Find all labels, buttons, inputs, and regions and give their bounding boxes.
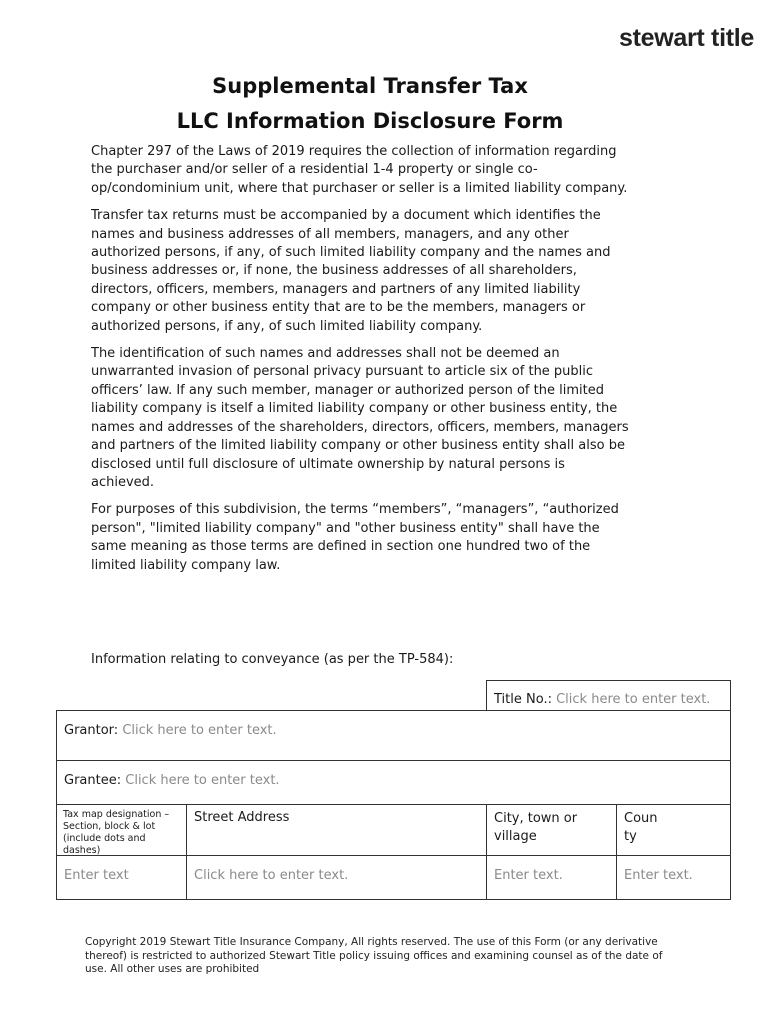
conveyance-info-label: Information relating to conveyance (as per the TP-584): xyxy=(91,652,454,667)
city-header: City, town or village xyxy=(486,804,617,856)
county-input[interactable]: Enter text. xyxy=(616,855,731,900)
grantor-label: Grantor: xyxy=(64,723,119,738)
copyright-footer: Copyright 2019 Stewart Title Insurance Company, All rights reserved. The use of this Form (or any derivative thereof) is restricted to authorized Stewart Title policy issuing offices and examining counsel as of the date of use. All other uses are prohibited xyxy=(85,936,663,975)
grantee-field[interactable] xyxy=(56,760,731,805)
paragraph-definitions: For purposes of this subdivision, the terms “members”, “managers”, “authorized person", "limited liability company" and "other business entity" shall have the same meaning as those terms are defined in section one hundred two of the limited liability company law. xyxy=(91,502,619,573)
title-no-placeholder[interactable]: Click here to enter text. xyxy=(556,692,711,707)
form-title-line1: Supplemental Transfer Tax xyxy=(212,74,528,98)
county-header xyxy=(616,804,731,856)
stewart-title-logo: stewart title xyxy=(618,24,754,52)
body-text xyxy=(91,143,631,584)
paragraph-transfer-tax: Transfer tax returns must be accompanied by a document which identifies the names and business addresses of all members, managers, and any other authorized persons, if any, of such limited liability company and the names and business addresses or, if none, the business addresses of all shareholders, directors, officers, members, managers and partners of any limited liability company or other business entity that are to be the members, managers or authorized persons, if any, of such limited liability company. xyxy=(91,208,611,334)
grantor-field[interactable] xyxy=(56,710,731,761)
county-header-part2: ty xyxy=(624,829,637,844)
grantor-placeholder[interactable]: Click here to enter text. xyxy=(122,723,277,738)
street-address-header: Street Address xyxy=(186,804,487,856)
title-no-label: Title No.: xyxy=(494,692,552,707)
street-address-input[interactable]: Click here to enter text. xyxy=(186,855,487,900)
paragraph-chapter: Chapter 297 of the Laws of 2019 requires the collection of information regarding the purchaser and/or seller of a residential 1-4 property or single co-op/condominium unit, where that purchaser or seller is a limited liability company. xyxy=(91,144,628,196)
tax-map-header: Tax map designation – Section, block & lot (include dots and dashes) xyxy=(56,804,187,856)
paragraph-identification: The identification of such names and addresses shall not be deemed an unwarranted invasion of personal privacy pursuant to article six of the public officers’ law. If any such member, manager or authorized person of the limited liability company is itself a limited liability company or other business entity, the names and addresses of the shareholders, directors, officers, members, managers and partners of the limited liability company or other business entity shall also be disclosed until full disclosure of ultimate ownership by natural persons is achieved. xyxy=(91,346,629,490)
title-no-field[interactable] xyxy=(486,680,731,711)
form-title-line2: LLC Information Disclosure Form xyxy=(176,109,564,133)
tax-map-input[interactable]: Enter text xyxy=(56,855,187,900)
county-header-part1: Coun xyxy=(624,811,658,826)
city-input[interactable]: Enter text. xyxy=(486,855,617,900)
grantee-placeholder[interactable]: Click here to enter text. xyxy=(125,773,280,788)
grantee-label: Grantee: xyxy=(64,773,122,788)
